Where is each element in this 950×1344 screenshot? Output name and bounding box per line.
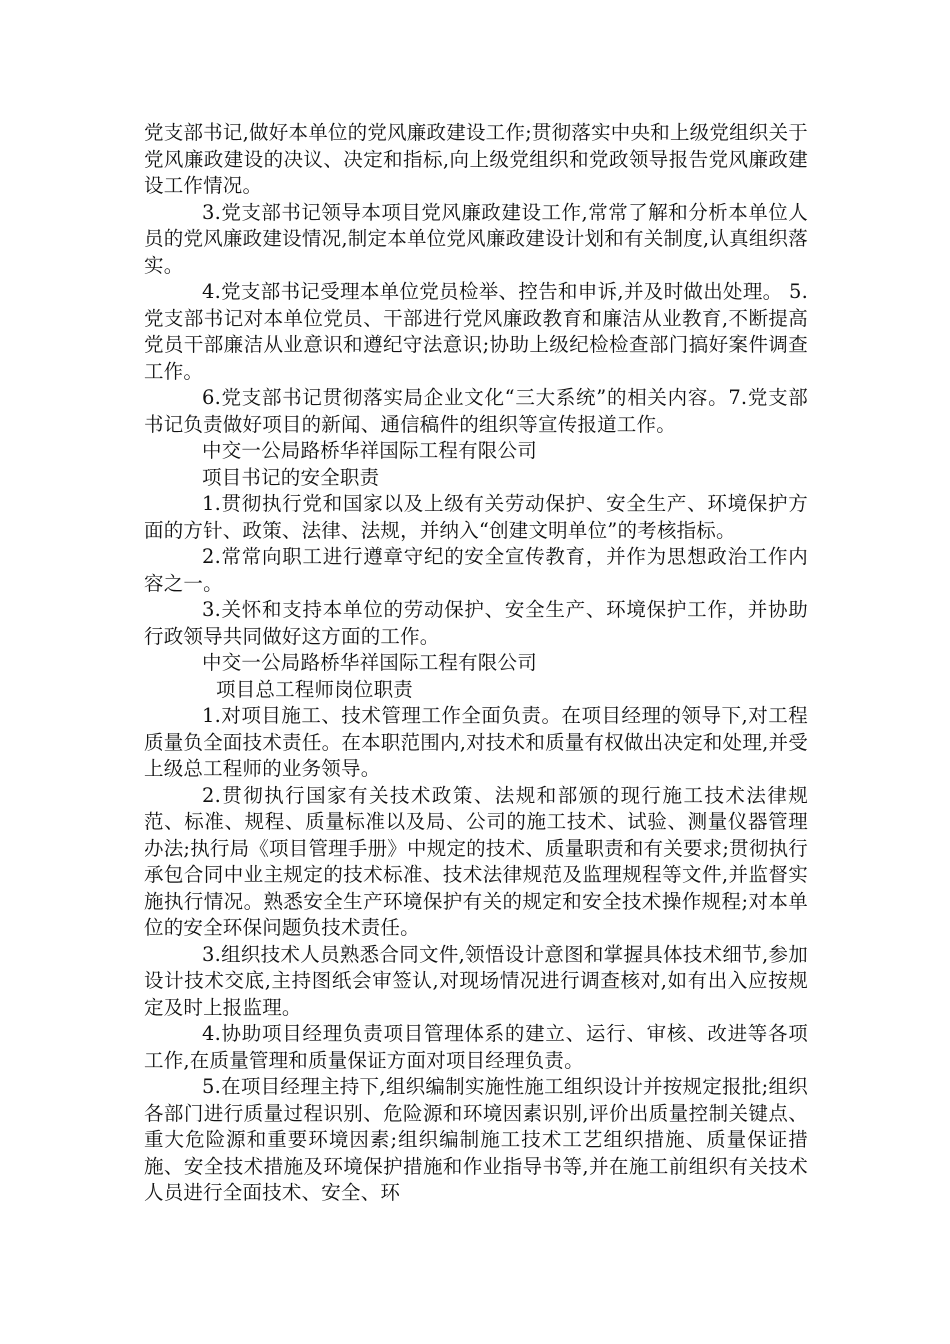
paragraph-item-6-7: 6.党支部书记贯彻落实局企业文化“三大系统”的相关内容。7.党支部书记负责做好项目的新闻、通信稿件的组织等宣传报道工作。 [144, 386, 808, 436]
document-page [144, 120, 808, 1207]
paragraph-engineer-item-2: 2.贯彻执行国家有关技术政策、法规和部颁的现行施工技术法律规范、标准、规程、质量标准以及局、公司的施工技术、试验、测量仪器管理办法;执行局《项目管理手册》中规定的技术、质量职责和有关要求;贯彻执行承包合同中业主规定的技术标准、技术法律规范及监理规程等文件,并监督实施执行情况。熟悉安全生产环境保护有关的规定和安全技术操作规程;对本单位的安全环保问题负技术责任。 [144, 783, 808, 939]
paragraph-safety-item-1: 1.贯彻执行党和国家以及上级有关劳动保护、安全生产、环境保护方面的方针、政策、法律、法规，并纳入“创建文明单位”的考核指标。 [144, 492, 808, 542]
paragraph-engineer-item-3: 3.组织技术人员熟悉合同文件,领悟设计意图和掌握具体技术细节,参加设计技术交底,主持图纸会审签认,对现场情况进行调查核对,如有出入应按规定及时上报监理。 [144, 942, 808, 1019]
paragraph-engineer-item-1: 1.对项目施工、技术管理工作全面负责。在项目经理的领导下,对工程质量负全面技术责任。在本职范围内,对技术和质量有权做出决定和处理,并受上级总工程师的业务领导。 [144, 704, 808, 780]
paragraph-safety-item-3: 3.关怀和支持本单位的劳动保护、安全生产、环境保护工作，并协助行政领导共同做好这方面的工作。 [144, 598, 808, 648]
paragraph-party-secretary-duties-cont: 党支部书记,做好本单位的党风廉政建设工作;贯彻落实中央和上级党组织关于党风廉政建设的决议、决定和指标,向上级党组织和党政领导报告党风廉政建设工作情况。 [144, 121, 808, 197]
section-title-chief-engineer: 项目总工程师岗位职责 [216, 677, 414, 701]
paragraph-safety-item-2: 2.常常向职工进行遵章守纪的安全宣传教育，并作为思想政治工作内容之一。 [144, 545, 808, 595]
paragraph-engineer-item-4: 4.协助项目经理负责项目管理体系的建立、运行、审核、改进等各项工作,在质量管理和质量保证方面对项目经理负责。 [144, 1022, 808, 1072]
company-name-heading-2: 中交一公局路桥华祥国际工程有限公司 [202, 651, 537, 674]
paragraph-engineer-item-5: 5.在项目经理主持下,组织编制实施性施工组织设计并按规定报批;组织各部门进行质量过程识别、危险源和环境因素识别,评价出质量控制关键点、重大危险源和重要环境因素;组织编制施工技术工艺组织措施、质量保证措施、安全技术措施及环境保护措施和作业指导书等,并在施工前组织有关技术人员进行全面技术、安全、环 [144, 1075, 808, 1204]
paragraph-item-3: 3.党支部书记领导本项目党风廉政建设工作,常常了解和分析本单位人员的党风廉政建设情况,制定本单位党风廉政建设计划和有关制度,认真组织落实。 [144, 200, 808, 277]
company-name-heading: 中交一公局路桥华祥国际工程有限公司 [202, 439, 537, 462]
section-title-secretary-safety: 项目书记的安全职责 [202, 465, 380, 489]
paragraph-item-4-5: 4.党支部书记受理本单位党员检举、控告和申诉,并及时做出处理。 5.党支部书记对本单位党员、干部进行党风廉政教育和廉洁从业教育,不断提高党员干部廉洁从业意识和遵纪守法意识;协助上级纪检检查部门搞好案件调查工作。 [144, 280, 808, 383]
